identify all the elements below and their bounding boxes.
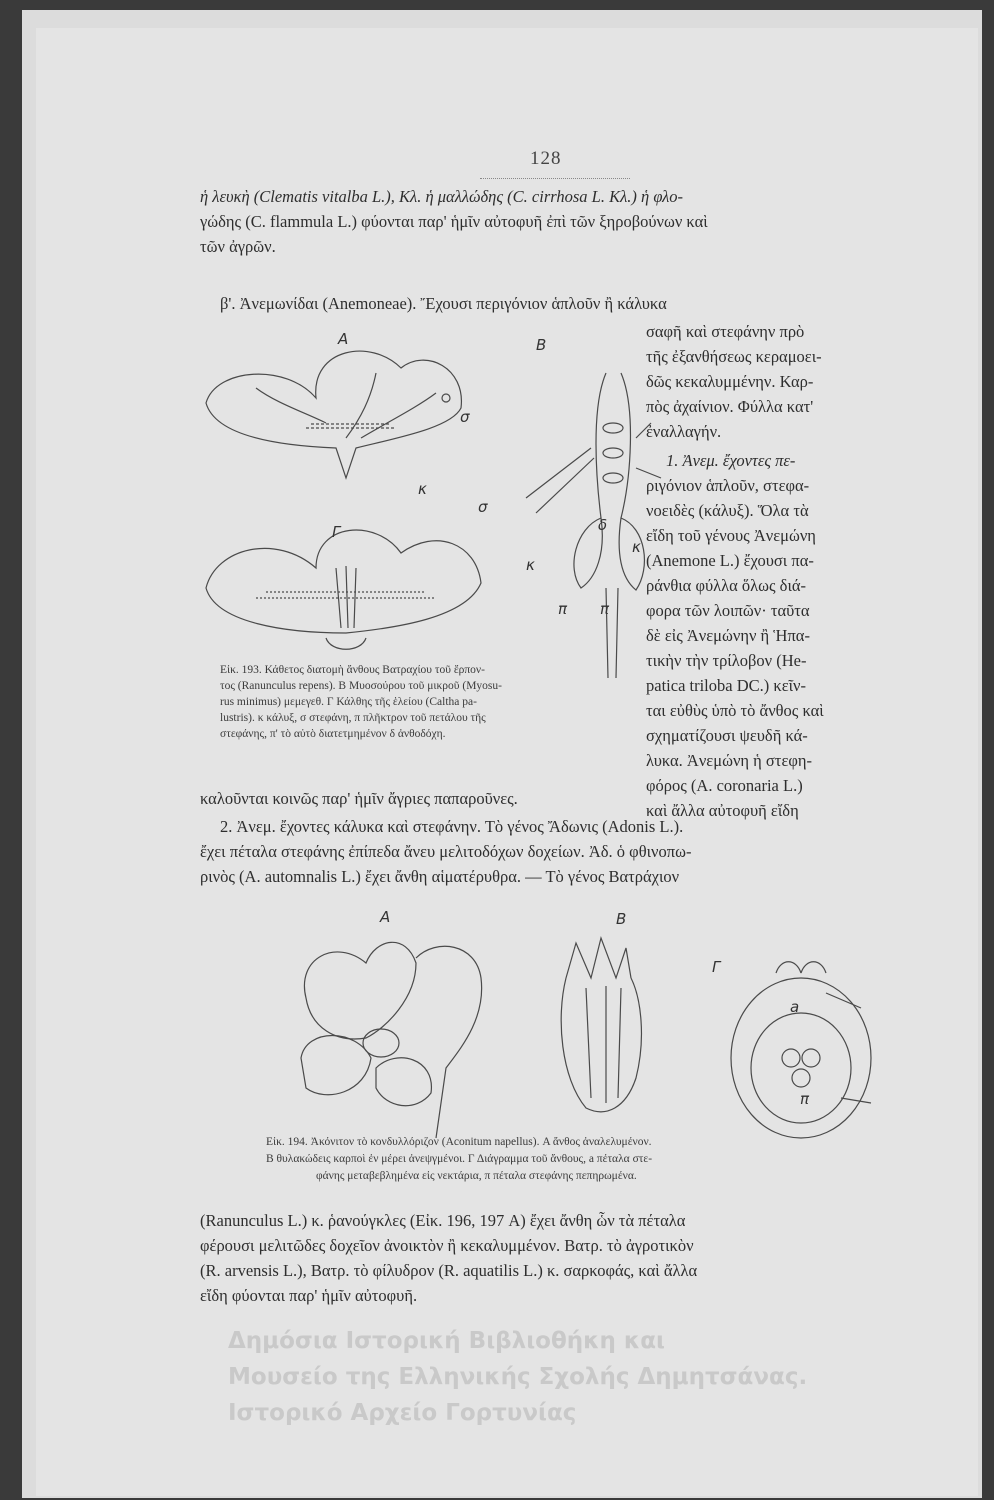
label-pi: π: [800, 1090, 810, 1108]
column-line: τικὴν τὴν τρίλοβον (He-: [646, 651, 807, 670]
column-line: τῆς ἐξανθήσεως κεραμοει-: [646, 347, 822, 366]
figure-193-caption-line: lustris). κ κάλυξ, σ στεφάνη, π πλῆκτρον τοῦ πετάλου τῆς: [220, 712, 486, 724]
library-watermark-line: Ιστορικό Αρχείο Γορτυνίας: [228, 1400, 577, 1426]
column-line: ριγόνιον ἁπλοῦν, στεφα-: [646, 476, 810, 495]
library-watermark-line: Δημόσια Ιστορική Βιβλιοθήκη και: [228, 1328, 665, 1354]
text-line: ἔχει πέταλα στεφάνης ἐπίπεδα ἄνευ μελιτοδόχων δοχείων. Ἀδ. ὁ φθινοπω-: [200, 842, 692, 861]
column-line: δὲ εἰς Ἀνεμώνην ἢ Ἡπα-: [646, 626, 810, 645]
figure-194-caption-line: φάνης μεταβεβλημένα εἰς νεκτάρια, π πέταλα στεφάνης πεπηρωμένα.: [316, 1170, 637, 1182]
aconitum-diagram-drawing: [731, 962, 871, 1138]
figure-letter-b: B: [616, 910, 627, 928]
column-line: πὸς ἀχαίνιον. Φύλλα κατ': [646, 397, 814, 416]
label-sigma: σ: [478, 498, 488, 516]
figure-193-caption-line: rus minimus) μεμεγεθ. Γ Κάλθης τῆς ἑλείου (Caltha pa-: [220, 696, 477, 708]
column-line: δῶς κεκαλυμμένην. Καρ-: [646, 372, 814, 391]
column-line: σαφῆ καὶ στεφάνην πρὸ: [646, 322, 805, 341]
text-line: (R. arvensis L.), Βατρ. τὸ φίλυδρον (R. aquatilis L.) κ. σαρκοφάς, καὶ ἄλλα: [200, 1261, 698, 1280]
label-kappa: κ: [418, 480, 427, 498]
figure-193-caption-line: τος (Ranunculus repens). B Μυοσούρου τοῦ μικροῦ (Myosu-: [220, 680, 502, 692]
label-kappa: κ: [632, 538, 641, 556]
label-pi: π: [558, 600, 568, 618]
figure-193-illustration: [196, 328, 636, 678]
myosurus-drawing: [526, 373, 661, 678]
text-line: ρινὸς (A. automnalis L.) ἔχει ἄνθη αἱματέρυθρα. — Τὸ γένος Βατράχιον: [200, 867, 680, 886]
aconitum-flower-drawing: [301, 942, 482, 1138]
page-number: 128: [530, 148, 562, 169]
column-line: (Anemone L.) ἔχουσι πα-: [646, 551, 814, 570]
figure-194-illustration: [286, 918, 906, 1148]
label-pi: π: [600, 600, 610, 618]
text-line: 2. Ἀνεμ. ἔχοντες κάλυκα καὶ στεφάνην. Τὸ γένος Ἄδωνις (Adonis L.).: [220, 817, 684, 836]
text-line: τῶν ἀγρῶν.: [200, 237, 276, 256]
label-sigma: σ: [460, 408, 470, 426]
column-line: λυκα. Ἀνεμώνη ἡ στεφη-: [646, 751, 813, 770]
library-watermark-line: Μουσείο της Ελληνικής Σχολής Δημητσάνας.: [228, 1364, 808, 1390]
text-line: εἴδη φύονται παρ' ἡμῖν αὐτοφυῆ.: [200, 1286, 418, 1305]
label-alpha: a: [790, 998, 800, 1016]
text-line: (Ranunculus L.) κ. ῥανούγκλες (Εἰκ. 196, 197 A) ἔχει ἄνθη ὧν τὰ πέταλα: [200, 1211, 686, 1230]
figure-letter-gamma: Γ: [712, 958, 721, 976]
caltha-section-drawing: [206, 530, 481, 649]
aconitum-fruit-drawing: [561, 938, 641, 1112]
header-rule: [480, 178, 630, 179]
figure-letter-b: B: [536, 336, 547, 354]
column-line: ται εὐθὺς ὑπὸ τὸ ἄνθος καὶ: [646, 701, 824, 720]
label-delta: δ: [598, 516, 608, 534]
column-line: 1. Ἀνεμ. ἔχοντες πε-: [666, 451, 796, 470]
column-line: καὶ ἄλλα αὐτοφυῆ εἴδη: [646, 801, 799, 820]
figure-letter-gamma: Γ: [332, 523, 341, 541]
column-line: νοειδὲς (κάλυξ). Ὅλα τὰ: [646, 501, 809, 520]
text-line: β'. Ἀνεμωνίδαι (Anemoneae). Ἔχουσι περιγόνιον ἁπλοῦν ἢ κάλυκα: [220, 294, 667, 313]
text-line: καλοῦνται κοινῶς παρ' ἡμῖν ἄγριες παπαροῦνες.: [200, 789, 518, 808]
book-page: [36, 28, 978, 1496]
column-line: φόρος (A. coronaria L.): [646, 776, 803, 795]
column-line: patica triloba DC.) κεῖν-: [646, 676, 807, 695]
column-line: ράνθια φύλλα ὅλως διά-: [646, 576, 807, 595]
figure-194-caption-line: Εἰκ. 194. Ἀκόνιτον τὸ κονδυλλόριζον (Aconitum napellus). A ἄνθος ἀναλελυμένον.: [266, 1136, 652, 1148]
column-line: σχηματίζουσι ψευδῆ κά-: [646, 726, 808, 745]
text-line: γώδης (C. flammula L.) φύονται παρ' ἡμῖν αὐτοφυῆ ἐπὶ τῶν ξηροβούνων καὶ: [200, 212, 708, 231]
figure-193-caption-line: Εἰκ. 193. Κάθετος διατομὴ ἄνθους Βατραχίου τοῦ ἕρπον-: [220, 664, 485, 676]
figure-194-caption-line: B θυλακώδεις καρποὶ ἐν μέρει ἀνεψγμένοι. Γ Διάγραμμα τοῦ ἄνθους, a πέταλα στε-: [266, 1153, 653, 1165]
label-kappa: κ: [526, 556, 535, 574]
column-line: ἐναλλαγήν.: [646, 422, 722, 441]
text-line: ἡ λευκὴ (Clematis vitalba L.), Κλ. ἡ μαλλώδης (C. cirrhosa L. Κλ.) ἡ φλο-: [200, 187, 683, 206]
column-line: φορα τῶν λοιπῶν· ταῦτα: [646, 601, 810, 620]
figure-193-caption-line: στεφάνης, π' τὸ αὐτὸ διατετμημένον δ ἀνθοδόχη.: [220, 728, 446, 740]
column-line: εἴδη τοῦ γένους Ἀνεμώνη: [646, 526, 816, 545]
text-line: φέρουσι μελιτῶδες δοχεῖον ἀνοικτὸν ἢ κεκαλυμμένον. Βατρ. τὸ ἀγροτικὸν: [200, 1236, 694, 1255]
figure-letter-a: A: [380, 908, 391, 926]
figure-letter-a: A: [338, 330, 349, 348]
ranunculus-section-drawing: [206, 351, 461, 478]
